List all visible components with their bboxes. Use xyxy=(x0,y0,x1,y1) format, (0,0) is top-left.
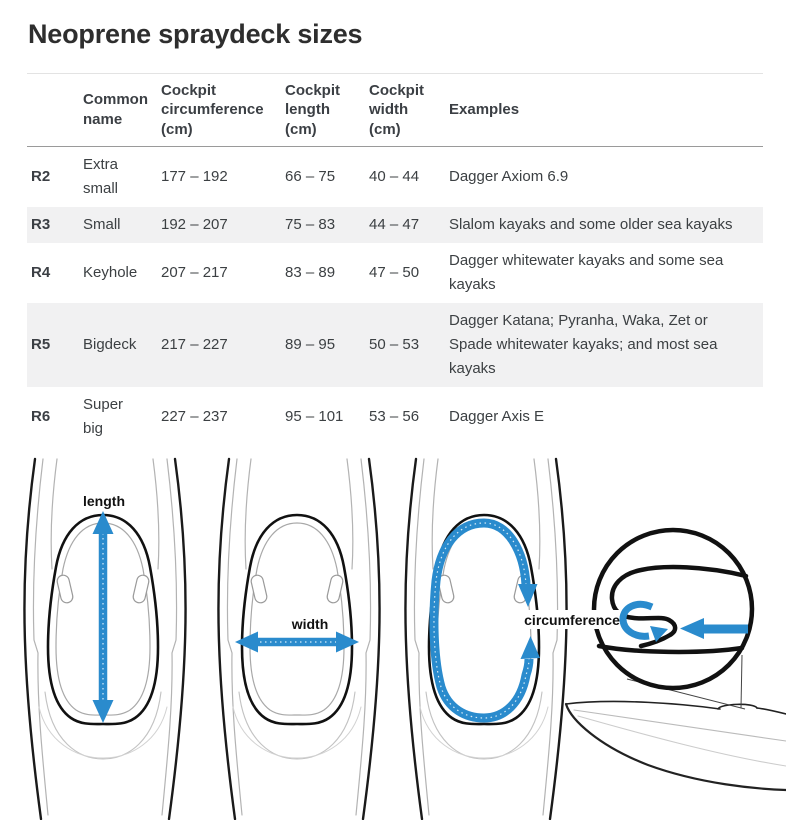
rim-detail-circle xyxy=(594,530,752,688)
table-header-row xyxy=(27,73,763,147)
length-cell: 75 – 83 xyxy=(285,216,336,234)
code-cell: R5 xyxy=(31,336,51,354)
common-name-cell: Small xyxy=(83,216,121,234)
length-label: length xyxy=(83,493,125,510)
circumference-cell: 192 – 207 xyxy=(161,216,228,234)
cockpit-measurement-diagram xyxy=(0,457,786,825)
length-cell: 66 – 75 xyxy=(285,168,336,186)
examples-cell: Dagger Axis E xyxy=(449,408,545,426)
table-row-r3 xyxy=(27,207,763,243)
width-cell: 44 – 47 xyxy=(369,216,420,234)
kayak-top-view-circumference xyxy=(405,459,566,819)
col-header-code xyxy=(27,73,83,147)
width-label: width xyxy=(291,616,329,633)
length-cell: 83 – 89 xyxy=(285,264,336,282)
width-cell: 40 – 44 xyxy=(369,168,420,186)
table-row-r5 xyxy=(27,303,763,387)
code-cell: R6 xyxy=(31,408,51,426)
circumference-cell: 217 – 227 xyxy=(161,336,228,354)
examples-cell: Dagger whitewater kayaks and some sea kayaks xyxy=(449,252,724,294)
examples-cell: Dagger Axiom 6.9 xyxy=(449,168,569,186)
code-cell: R4 xyxy=(31,264,51,282)
common-name-cell: Bigdeck xyxy=(83,336,137,354)
length-arrow xyxy=(93,511,114,723)
col-header-width: Cockpit width (cm) xyxy=(369,73,449,147)
table-row-r4 xyxy=(27,243,763,303)
code-cell: R3 xyxy=(31,216,51,234)
col-header-common-name: Common name xyxy=(83,73,161,147)
code-cell: R2 xyxy=(31,168,51,186)
common-name-cell: Extra small xyxy=(83,156,119,198)
col-header-examples: Examples xyxy=(449,73,763,147)
width-cell: 50 – 53 xyxy=(369,336,420,354)
spraydeck-size-table xyxy=(27,73,763,448)
col-header-length: Cockpit length (cm) xyxy=(285,73,369,147)
kayak-side-view xyxy=(566,702,786,791)
common-name-cell: Keyhole xyxy=(83,264,138,282)
examples-cell: Slalom kayaks and some older sea kayaks xyxy=(449,216,733,234)
circumference-cell: 207 – 217 xyxy=(161,264,228,282)
circumference-label: circumference xyxy=(524,612,620,629)
length-cell: 95 – 101 xyxy=(285,408,344,426)
col-header-circumference: Cockpit circumference (cm) xyxy=(161,73,285,147)
table-row-r2 xyxy=(27,147,763,208)
circumference-cell: 227 – 237 xyxy=(161,408,228,426)
table-row-r6 xyxy=(27,387,763,447)
length-cell: 89 – 95 xyxy=(285,336,336,354)
width-cell: 53 – 56 xyxy=(369,408,420,426)
page-title: Neoprene spraydeck sizes xyxy=(28,19,363,49)
examples-cell: Dagger Katana; Pyranha, Waka, Zet or Spade whitewater kayaks; and most sea kayaks xyxy=(449,312,718,378)
circumference-cell: 177 – 192 xyxy=(161,168,228,186)
width-arrow xyxy=(235,632,359,653)
width-cell: 47 – 50 xyxy=(369,264,420,282)
common-name-cell: Super big xyxy=(83,396,124,438)
